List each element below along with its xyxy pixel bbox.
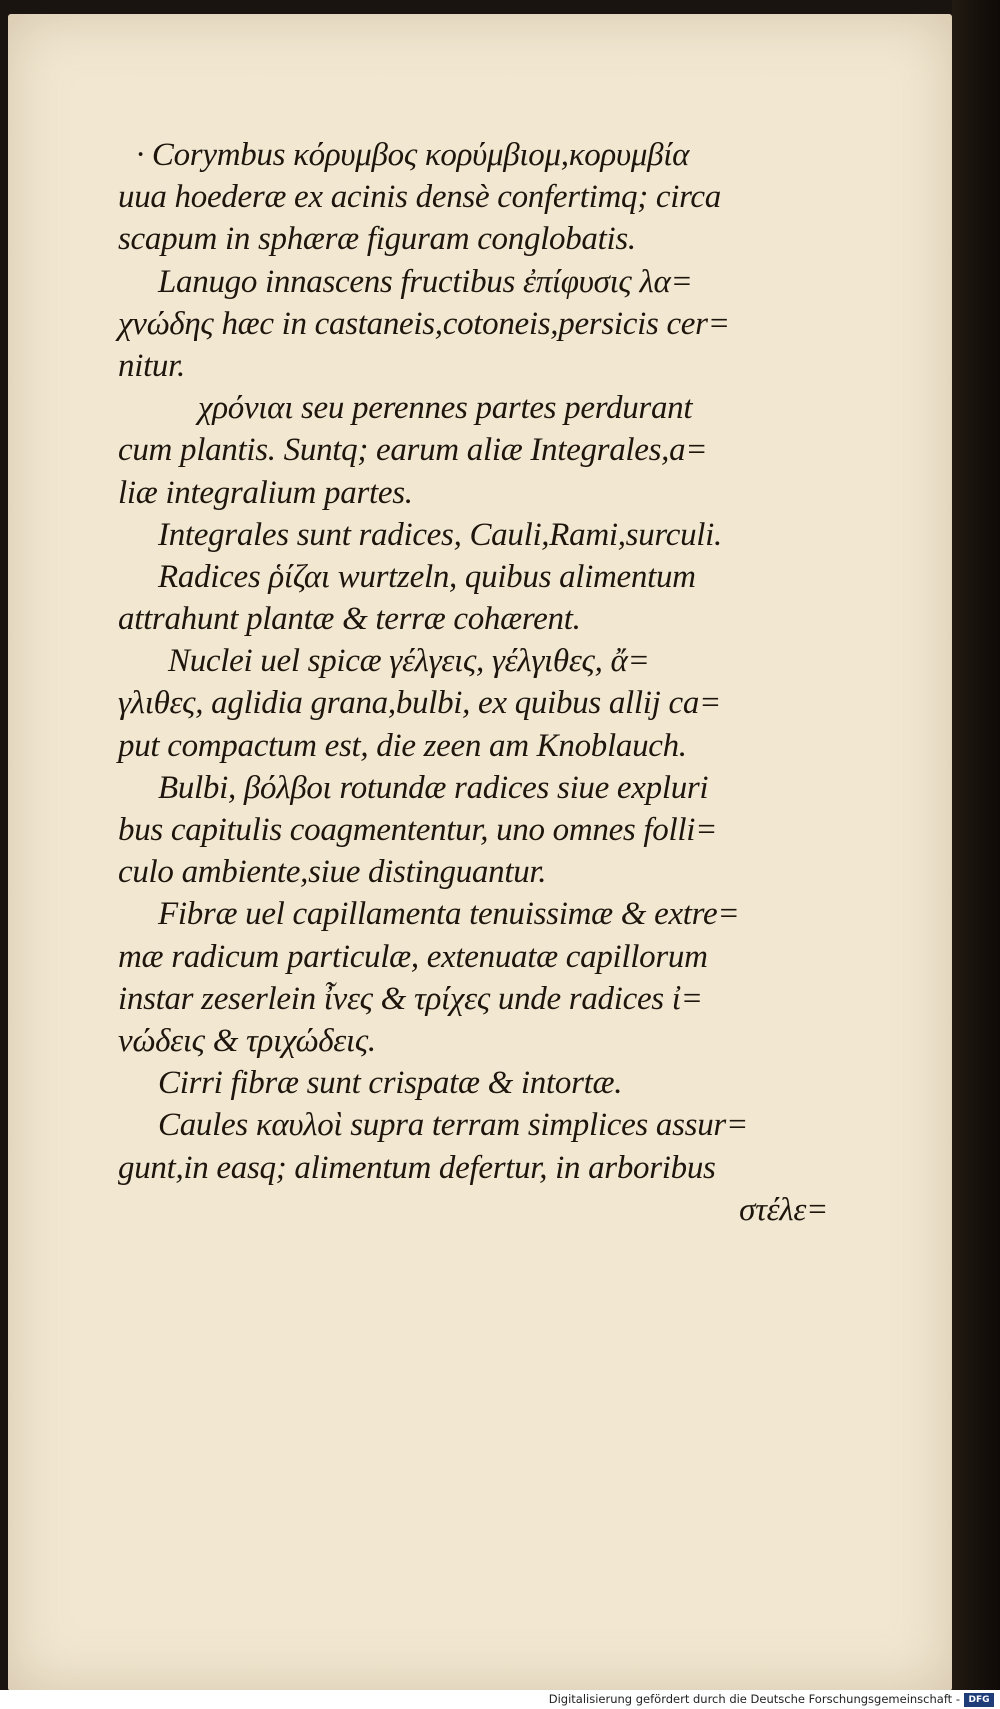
text-line: uua hoederæ ex acinis densè confertimq; circa [118, 179, 721, 216]
text-line: χνώδης hæc in castaneis,cotoneis,persicis cer= [118, 305, 730, 342]
text-line: Caules καυλοὶ supra terram simplices assur= [158, 1107, 748, 1144]
text-line: νώδεις & τριχώδεις. [118, 1022, 376, 1059]
dfg-logo: DFG [964, 1693, 994, 1707]
page-text [118, 134, 828, 1231]
text-line: instar zeserlein ἶνες & τρίχες unde radices ἰ= [118, 980, 703, 1017]
text-line: Fibræ uel capillamenta tenuissimæ & extre= [158, 896, 740, 933]
text-line: · Corymbus κόρυμβος κορύμβιομ,κορυμβία [136, 137, 690, 173]
text-line: Radices ῥίζαι wurtzeln, quibus alimentum [158, 558, 696, 595]
scan-background [952, 0, 1000, 1690]
footer-text: Digitalisierung gefördert durch die Deutsche Forschungsgemeinschaft - [548, 1692, 960, 1706]
text-line: scapum in sphæræ figuram conglobatis. [118, 221, 636, 258]
text-line: bus capitulis coagmententur, uno omnes folli= [118, 812, 718, 848]
text-line: attrahunt plantæ & terræ cohærent. [118, 601, 581, 638]
text-line: Cirri fibræ sunt crispatæ & intortæ. [158, 1065, 623, 1102]
text-line: cum plantis. Suntq; earum aliæ Integrales,a= [118, 432, 708, 469]
text-line: Nuclei uel spicæ γέλγεις, γέλγιθες, ἄ= [168, 643, 650, 680]
catchword: στέλε= [739, 1191, 828, 1228]
text-line: mæ radicum particulæ, extenuatæ capillorum [118, 938, 708, 975]
text-line: γλιθες, aglidia grana,bulbi, ex quibus allij ca= [118, 685, 721, 722]
text-line: Lanugo innascens fructibus ἐπίφυσις λα= [158, 263, 693, 300]
text-line: nitur. [118, 347, 185, 384]
digitization-footer [0, 1690, 1000, 1709]
text-line: Integrales sunt radices, Cauli,Rami,surculi. [158, 516, 722, 553]
text-line: culo ambiente,siue distinguantur. [118, 854, 547, 891]
text-line: Bulbi, βόλβοι rotundæ radices siue expluri [158, 769, 709, 806]
book-page [8, 14, 952, 1691]
text-line: χρόνιαι seu perennes partes perdurant [198, 390, 693, 427]
text-line: liæ integralium partes. [118, 474, 413, 511]
text-line: put compactum est, die zeen am Knoblauch. [118, 727, 687, 764]
text-line: gunt,in easq; alimentum defertur, in arboribus [118, 1149, 716, 1186]
